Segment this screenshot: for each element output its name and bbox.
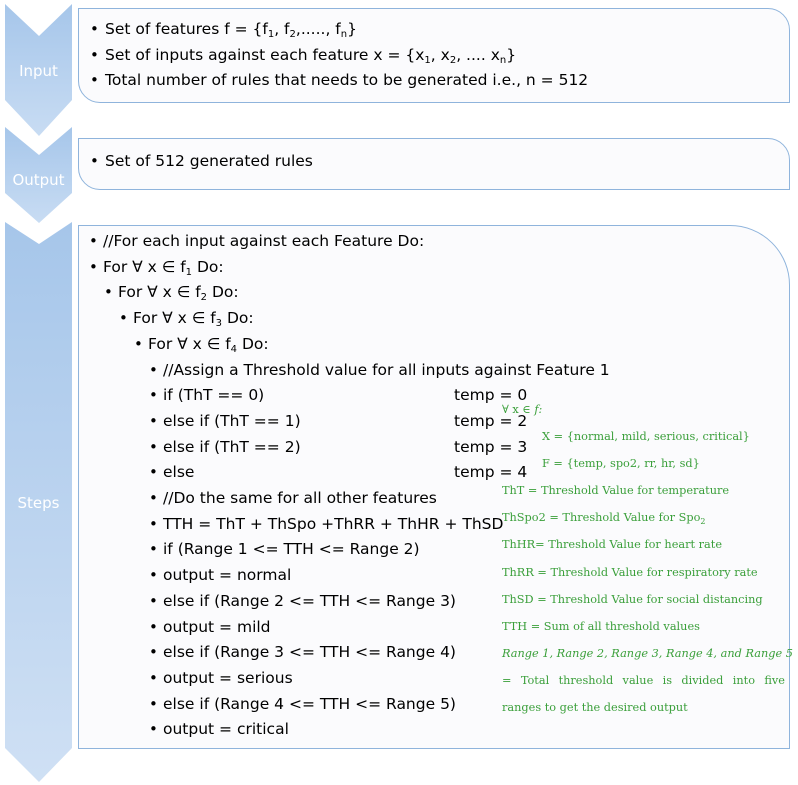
input-label: Input — [19, 62, 58, 80]
output-box — [78, 138, 790, 190]
note-tht: ThT = Threshold Value for temperature — [502, 484, 730, 498]
for-loop-1: • For ∀ x ∈ $f_1$ Do: — [103, 255, 424, 281]
input-chevron — [5, 4, 72, 136]
step-line: • //Do the same for all other features — [163, 486, 610, 512]
features-item: • Set of features $f = \{f_1$, $f_2$,....., $f_n$} — [79, 17, 789, 43]
step-line: • output = serious — [163, 666, 610, 692]
steps-label: Steps — [17, 494, 60, 512]
step-line: • else if (Range 4 <= TTH <= Range 5) — [163, 692, 610, 718]
note-x-def: X = {normal, mild, serious, critical} — [542, 430, 750, 444]
step-line: • if (Range 1 <= TTH <= Range 2) — [163, 537, 610, 563]
for-loop-3: • For ∀ x ∈ $f_3$ Do: — [133, 306, 254, 332]
for-loop-2: • For ∀ x ∈ $f_2$ Do: — [118, 280, 239, 306]
rule-line: • if (ThT == 0) temp = 0 — [163, 383, 610, 409]
inputs-item: • Set of inputs against each feature $x = \{x_1$, $x_2$, .... $x_n$} — [79, 43, 789, 69]
step-line: • output = mild — [163, 615, 610, 641]
input-list — [79, 17, 789, 94]
input-box — [78, 8, 790, 103]
note-tth: TTH = Sum of all threshold values — [502, 619, 700, 633]
rules-count-item: • Total number of rules that needs to be generated i.e., n = 512 — [79, 68, 789, 94]
for-loop-4: • For ∀ x ∈ $f_4$ Do: — [148, 332, 269, 358]
note-desc-1: = Total threshold value is divided into five — [502, 673, 785, 687]
step-line: • else if (Range 2 <= TTH <= Range 3) — [163, 589, 610, 615]
output-item: • Set of 512 generated rules — [79, 149, 789, 175]
rule-line: • else if (ThT == 1) temp = 2 — [163, 409, 610, 435]
note-f-def: F = {temp, spo2, rr, hr, sd} — [542, 457, 700, 471]
output-list — [79, 149, 789, 175]
rule-line: • else temp = 4 — [163, 460, 610, 486]
note-thhr: ThHR= Threshold Value for heart rate — [502, 538, 723, 552]
note-forall: ∀ x ∈ f: — [502, 403, 543, 416]
notes-panel — [502, 396, 793, 721]
note-desc-2: ranges to get the desired output — [502, 701, 688, 715]
step-comment: • //For each input against each Feature Do: — [103, 229, 424, 255]
output-label: Output — [12, 171, 65, 189]
output-chevron — [5, 127, 72, 223]
steps-chevron — [5, 222, 72, 782]
step-line: • else if (Range 3 <= TTH <= Range 4) — [163, 640, 610, 666]
rule-line: • else if (ThT == 2) temp = 3 — [163, 435, 610, 461]
note-thrr: ThRR = Threshold Value for respiratory rate — [502, 565, 758, 579]
step-line: • output = normal — [163, 563, 610, 589]
assign-comment: • //Assign a Threshold value for all inputs against Feature 1 — [163, 358, 610, 384]
step-line: • output = critical — [163, 717, 610, 743]
note-thspo2: ThSpo2 = Threshold Value for Spo$_2$ — [502, 511, 706, 527]
note-thsd: ThSD = Threshold Value for social distancing — [502, 592, 763, 606]
note-ranges: Range 1, Range 2, Range 3, Range 4, and Range 5 — [502, 646, 793, 660]
step-line: • TTH = ThT + ThSpo +ThRR + ThHR + ThSD — [163, 512, 610, 538]
